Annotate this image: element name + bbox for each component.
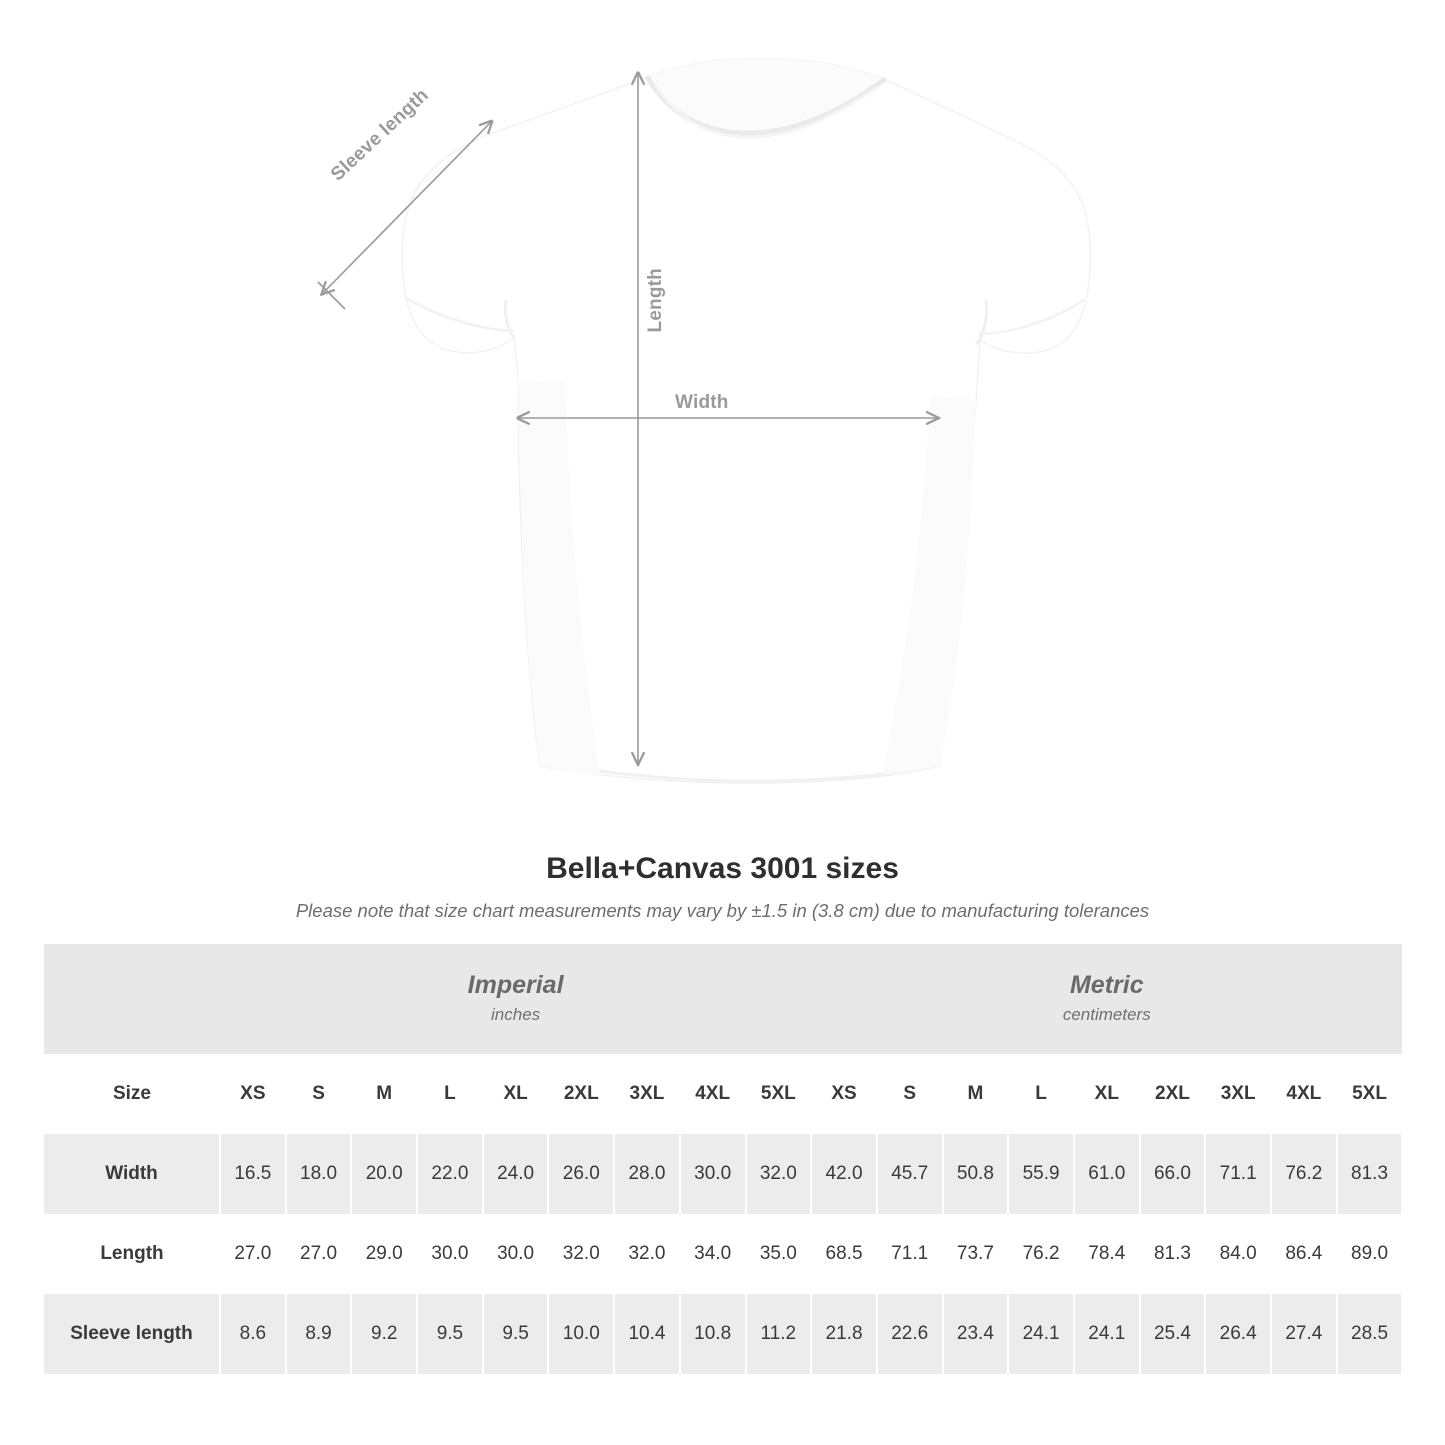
cell-sleeve-8: 11.2 [746, 1294, 812, 1374]
cell-length-1: 27.0 [286, 1214, 352, 1294]
cell-sleeve-13: 24.1 [1074, 1294, 1140, 1374]
cell-width-9: 42.0 [811, 1134, 877, 1214]
table-row-sleeve-length [44, 1294, 1402, 1374]
unit-name-metric: Metric [1069, 970, 1144, 999]
size-col-4xl-imperial: 4XL [680, 1054, 746, 1134]
cell-sleeve-4: 9.5 [483, 1294, 549, 1374]
unit-group-metric [811, 944, 1402, 1054]
cell-length-11: 73.7 [943, 1214, 1009, 1294]
unit-sub-imperial: inches [491, 1005, 541, 1025]
cell-sleeve-5: 10.0 [548, 1294, 614, 1374]
cell-width-3: 22.0 [417, 1134, 483, 1214]
cell-length-8: 35.0 [746, 1214, 812, 1294]
cell-length-12: 76.2 [1008, 1214, 1074, 1294]
size-col-2xl-metric: 2XL [1140, 1054, 1206, 1134]
cell-sleeve-2: 9.2 [351, 1294, 417, 1374]
unit-group-imperial [220, 944, 811, 1054]
size-col-xs-imperial: XS [220, 1054, 286, 1134]
cell-width-14: 66.0 [1140, 1134, 1206, 1214]
unit-name-imperial: Imperial [467, 970, 564, 999]
row-header-sleeve-length: Sleeve length [44, 1294, 220, 1374]
cell-length-9: 68.5 [811, 1214, 877, 1294]
cell-width-16: 76.2 [1271, 1134, 1337, 1214]
cell-width-15: 71.1 [1205, 1134, 1271, 1214]
size-col-xl-metric: XL [1074, 1054, 1140, 1134]
cell-length-5: 32.0 [548, 1214, 614, 1294]
cell-length-16: 86.4 [1271, 1214, 1337, 1294]
cell-sleeve-15: 26.4 [1205, 1294, 1271, 1374]
unit-header-spacer [44, 944, 220, 1054]
cell-width-13: 61.0 [1074, 1134, 1140, 1214]
cell-sleeve-17: 28.5 [1337, 1294, 1403, 1374]
size-table [44, 944, 1403, 1374]
cell-width-1: 18.0 [286, 1134, 352, 1214]
unit-sub-metric: centimeters [1062, 1005, 1151, 1025]
table-row-length [44, 1214, 1402, 1294]
tshirt-shape [402, 59, 1090, 783]
size-col-3xl-imperial: 3XL [614, 1054, 680, 1134]
size-col-3xl-metric: 3XL [1205, 1054, 1271, 1134]
size-header-row [44, 1054, 1402, 1134]
cell-width-8: 32.0 [746, 1134, 812, 1214]
size-col-s-metric: S [877, 1054, 943, 1134]
cell-sleeve-10: 22.6 [877, 1294, 943, 1374]
cell-length-15: 84.0 [1205, 1214, 1271, 1294]
cell-width-7: 30.0 [680, 1134, 746, 1214]
cell-length-2: 29.0 [351, 1214, 417, 1294]
size-col-4xl-metric: 4XL [1271, 1054, 1337, 1134]
cell-sleeve-1: 8.9 [286, 1294, 352, 1374]
size-col-2xl-imperial: 2XL [548, 1054, 614, 1134]
cell-width-0: 16.5 [220, 1134, 286, 1214]
cell-length-0: 27.0 [220, 1214, 286, 1294]
cell-sleeve-14: 25.4 [1140, 1294, 1206, 1374]
cell-width-11: 50.8 [943, 1134, 1009, 1214]
row-header-width: Width [44, 1134, 220, 1214]
cell-length-13: 78.4 [1074, 1214, 1140, 1294]
cell-sleeve-7: 10.8 [680, 1294, 746, 1374]
size-col-s-imperial: S [286, 1054, 352, 1134]
table-row-width [44, 1134, 1402, 1214]
cell-length-3: 30.0 [417, 1214, 483, 1294]
length-label: Length [645, 268, 666, 333]
cell-sleeve-11: 23.4 [943, 1294, 1009, 1374]
cell-sleeve-6: 10.4 [614, 1294, 680, 1374]
tolerance-note: Please note that size chart measurements may vary by ±1.5 in (3.8 cm) due to manufacturing tolerances [295, 900, 1150, 921]
cell-length-4: 30.0 [483, 1214, 549, 1294]
row-header-size: Size [44, 1054, 220, 1134]
size-col-xl-imperial: XL [483, 1054, 549, 1134]
cell-width-5: 26.0 [548, 1134, 614, 1214]
cell-sleeve-12: 24.1 [1008, 1294, 1074, 1374]
row-header-length: Length [44, 1214, 220, 1294]
size-col-5xl-imperial: 5XL [746, 1054, 812, 1134]
size-col-xs-metric: XS [811, 1054, 877, 1134]
cell-width-17: 81.3 [1337, 1134, 1403, 1214]
size-table-wrap [44, 944, 1401, 1374]
cell-width-4: 24.0 [483, 1134, 549, 1214]
cell-length-17: 89.0 [1337, 1214, 1403, 1294]
width-label: Width [675, 392, 729, 413]
page-title: Bella+Canvas 3001 sizes [546, 852, 899, 885]
cell-width-12: 55.9 [1008, 1134, 1074, 1214]
cell-sleeve-9: 21.8 [811, 1294, 877, 1374]
unit-header-row [44, 944, 1402, 1054]
cell-length-7: 34.0 [680, 1214, 746, 1294]
size-col-l-metric: L [1008, 1054, 1074, 1134]
cell-width-2: 20.0 [351, 1134, 417, 1214]
cell-sleeve-0: 8.6 [220, 1294, 286, 1374]
cell-length-14: 81.3 [1140, 1214, 1206, 1294]
sleeve-length-label: Sleeve length [327, 84, 433, 186]
cell-width-10: 45.7 [877, 1134, 943, 1214]
size-col-5xl-metric: 5XL [1337, 1054, 1403, 1134]
size-col-l-imperial: L [417, 1054, 483, 1134]
cell-sleeve-16: 27.4 [1271, 1294, 1337, 1374]
size-col-m-imperial: M [351, 1054, 417, 1134]
cell-length-10: 71.1 [877, 1214, 943, 1294]
cell-width-6: 28.0 [614, 1134, 680, 1214]
cell-sleeve-3: 9.5 [417, 1294, 483, 1374]
cell-length-6: 32.0 [614, 1214, 680, 1294]
title-block [0, 852, 1445, 922]
size-col-m-metric: M [943, 1054, 1009, 1134]
